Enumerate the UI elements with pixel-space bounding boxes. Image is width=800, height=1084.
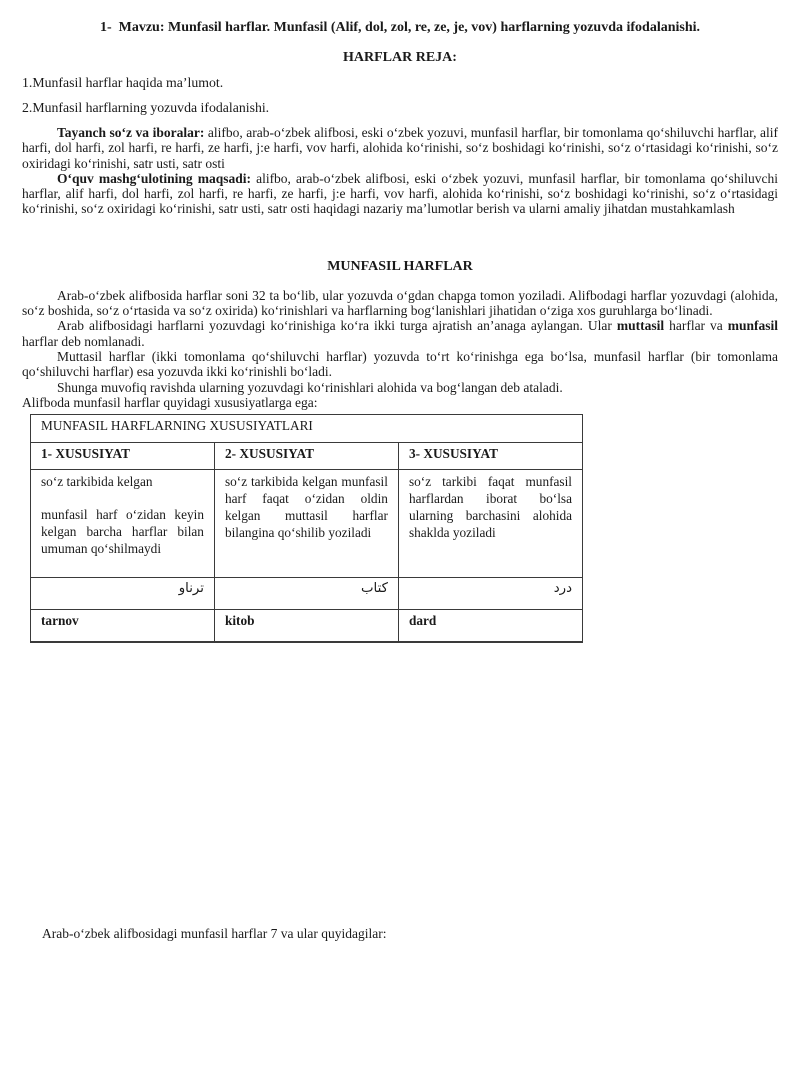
- table-description-row: [31, 470, 583, 578]
- description-3-text: soʻz tarkibi faqat munfasil harflardan iborat boʻlsa ularning barchasini alohida shaklda yoziladi: [408, 474, 572, 541]
- description-cell-3: [398, 470, 582, 578]
- objective-body: alifbo, arab-oʻzbek alifbosi, eski oʻzbek yozuvi, munfasil harflar, bir tomonlama qoʻshiluvchi harflar, alif harfi, dol harfi, zol harfi, re harfi, ze harfi, j:e harfi, vov harfi, alohida koʻrinishi, soʻz boshidagi koʻrinishi, soʻz oʻrtasidagi koʻrinishi, soʻz oxiridagi koʻrinishi, satr usti, satr osti haqidagi nazariy ma’lumotlar berish va ularni amaliy jihatdan mustahkamlash: [22, 170, 778, 217]
- table-title: MUNFASIL HARFLARNING XUSUSIYATLARI: [31, 415, 583, 443]
- arabic-word-tarnov: ترناو: [31, 578, 215, 610]
- latin-word-kitob: kitob: [214, 610, 398, 642]
- plan-item-1: 1.Munfasil harflar haqida ma’lumot.: [22, 75, 224, 90]
- key-terms-paragraph: [22, 125, 778, 171]
- table-title-row: [31, 415, 583, 443]
- paragraph-2-text: Arab alifbosidagi harflarni yozuvdagi koʻrinishiga koʻra ikki turga ajratish an’anaga aylangan. Ular: [57, 318, 617, 334]
- page-title: 1- Mavzu: Munfasil harflar. Munfasil (Alif, dol, zol, re, ze, je, vov) harflarning yozuvda ifodalanishi.: [99, 20, 701, 35]
- table-arabic-row: [31, 578, 583, 610]
- description-cell-1: [31, 470, 215, 578]
- table-latin-row: [31, 610, 583, 642]
- latin-word-dard: dard: [398, 610, 582, 642]
- table-header-1: 1- XUSUSIYAT: [31, 443, 215, 470]
- paragraph-2-text: harflar va: [664, 318, 728, 334]
- arabic-word-dard: درد: [398, 578, 582, 610]
- properties-table: [30, 414, 583, 643]
- description-cell-2: [214, 470, 398, 578]
- paragraph-2-text: harflar deb nomlanadi.: [22, 333, 145, 349]
- description-1-line-2: munfasil harf oʻzidan keyin kelgan barcha harflar bilan umuman qoʻshilmaydi: [41, 507, 204, 557]
- key-terms-lead: Tayanch soʻz va iboralar:: [57, 125, 205, 140]
- section-paragraph-5: Alifboda munfasil harflar quyidagi xususiyatlarga ega:: [22, 394, 318, 410]
- term-muttasil: muttasil: [616, 318, 665, 334]
- table-header-row: [31, 443, 583, 470]
- section-paragraph-4: Shunga muvofiq ravishda ularning yozuvdagi koʻrinishlari alohida va bogʻlangan deb ataladi.: [57, 379, 563, 395]
- objective-lead: Oʻquv mashgʻulotining maqsadi:: [57, 170, 251, 186]
- objective-paragraph: [22, 171, 778, 217]
- section-paragraph-1: Arab-oʻzbek alifbosida harflar soni 32 ta boʻlib, ular yozuvda oʻgdan chapga tomon yoziladi. Alifbodagi harflar yozuvdagi (alohida, soʻz boshida, soʻz oʻrtasida va soʻz oxirida) koʻrinishlari va harflarning bogʻlanishlari jihatidan oʻziga xos guruhlarga boʻlinadi.: [22, 287, 778, 319]
- closing-paragraph: Arab-oʻzbek alifbosidagi munfasil harflar 7 va ular quyidagilar:: [42, 925, 387, 941]
- table-header-3: 3- XUSUSIYAT: [398, 443, 582, 470]
- latin-word-tarnov: tarnov: [31, 610, 215, 642]
- arabic-word-kitob: كتاب: [214, 578, 398, 610]
- blank-space: [22, 643, 778, 926]
- section-paragraph-2: [22, 318, 778, 349]
- plan-item-2: 2.Munfasil harflarning yozuvda ifodalanishi.: [22, 100, 270, 115]
- description-1-line-1: soʻz tarkibida kelgan: [41, 474, 153, 490]
- section-paragraph-3: Muttasil harflar (ikki tomonlama qoʻshiluvchi harflar) yozuvda toʻrt koʻrinishga ega boʻlsa, munfasil harflar (bir tomonlama qoʻshiluvchi harflar) esa yozuvda ikki koʻrinishli boʻladi.: [22, 348, 778, 380]
- term-munfasil: munfasil: [727, 318, 779, 334]
- section-heading: MUNFASIL HARFLAR: [327, 258, 473, 274]
- plan-heading: HARFLAR REJA:: [343, 50, 457, 65]
- description-2-text: soʻz tarkibida kelgan munfasil harf faqat oʻzidan oldin kelgan muttasil harflar bilangina qoʻshilib yoziladi: [224, 474, 388, 541]
- table-header-2: 2- XUSUSIYAT: [214, 443, 398, 470]
- key-terms-body: alifbo, arab-oʻzbek alifbosi, eski oʻzbek yozuvi, munfasil harflar, bir tomonlama qoʻshiluvchi harflar, alif harfi, dol harfi, zol harfi, re harfi, ze harfi, j:e harfi, vov harfi, alohida koʻrinishi, soʻz boshidagi koʻrinishi, soʻz oʻrtasidagi koʻrinishi, soʻz oxiridagi koʻrinishi, satr usti, satr osti: [22, 125, 778, 171]
